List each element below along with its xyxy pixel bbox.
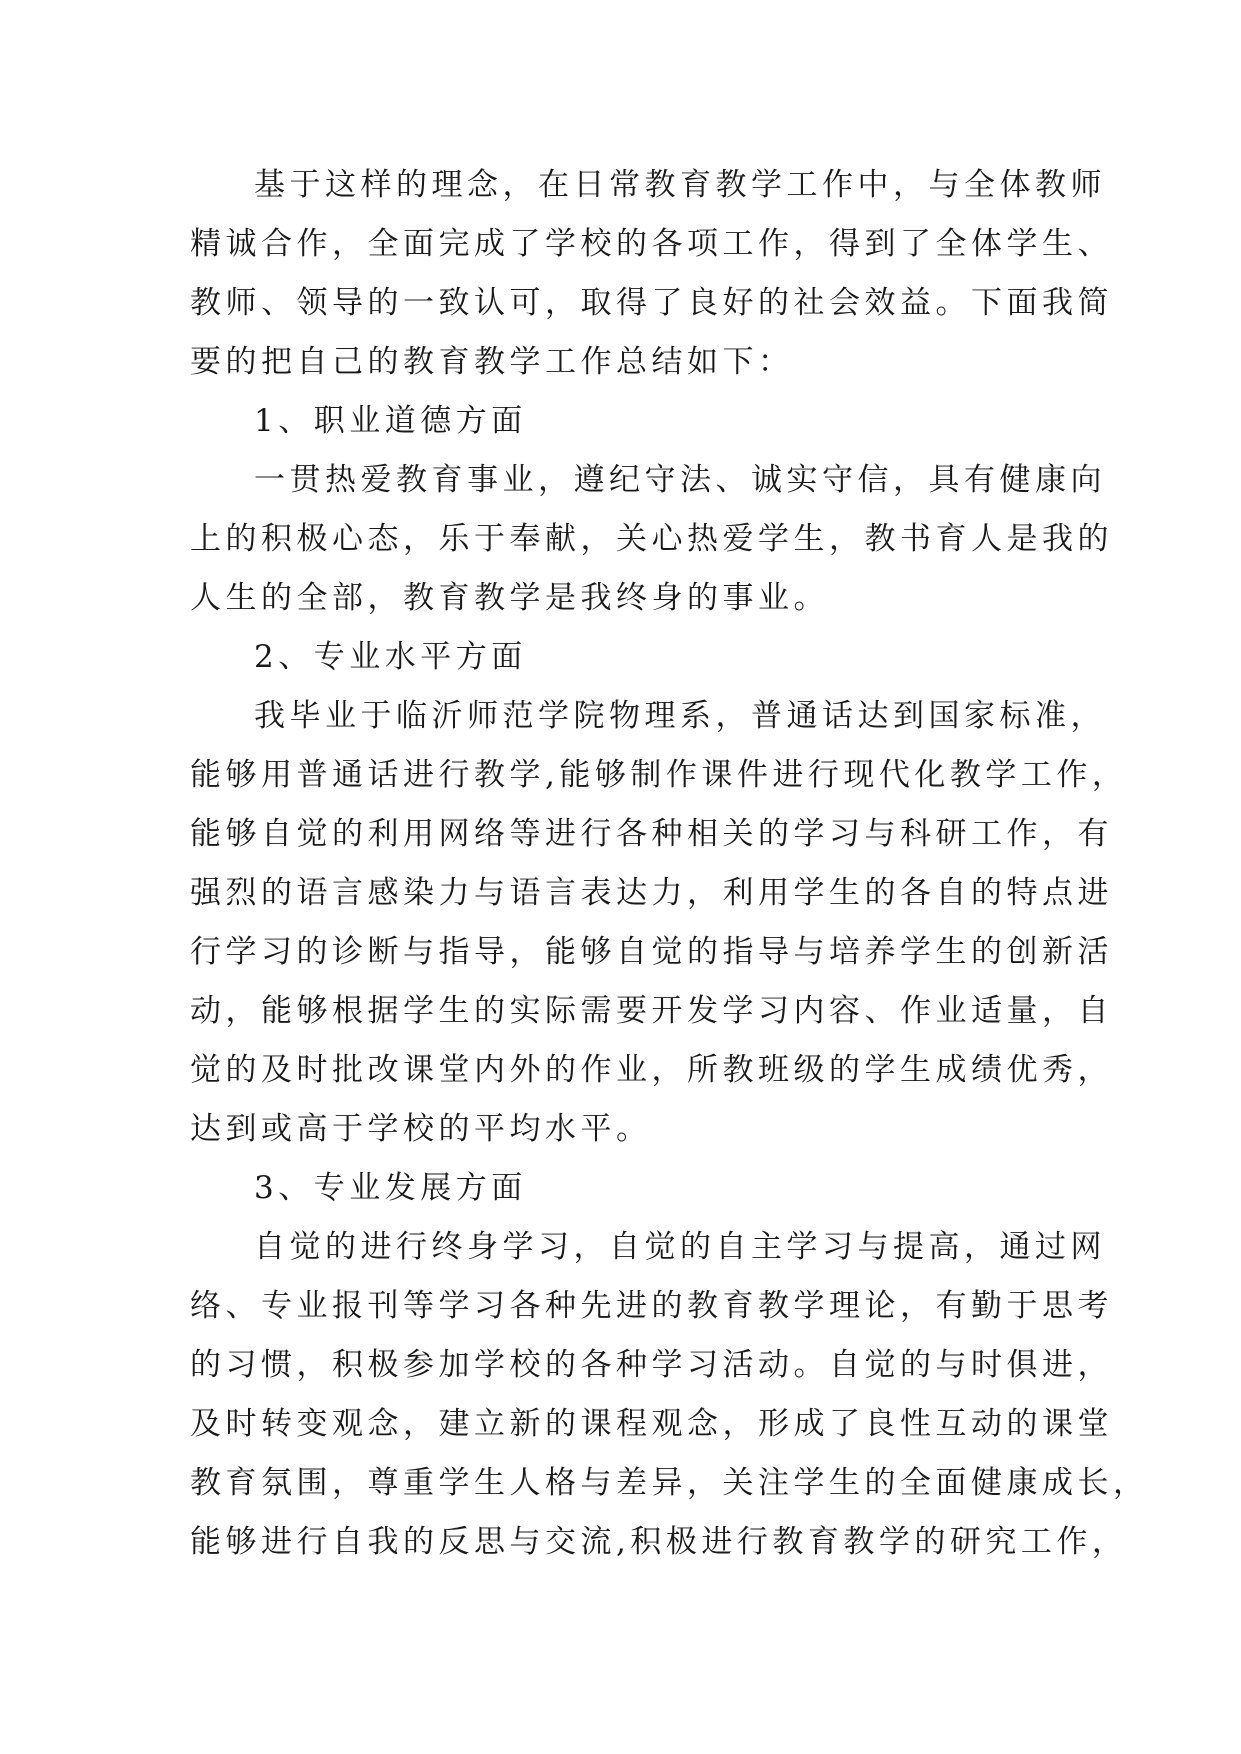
paragraph-line: 人生的全部，教育教学是我终身的事业。 [190,580,829,616]
section-heading-professional-development: 3、专业发展方面 [254,1170,527,1206]
paragraph-line: 精诚合作，全面完成了学校的各项工作，得到了全体学生、 [190,226,1113,262]
paragraph-line: 我毕业于临沂师范学院物理系，普通话达到国家标准， [254,698,1106,734]
paragraph-line: 及时转变观念，建立新的课程观念，形成了良性互动的课堂 [190,1406,1113,1442]
paragraph-line: 自觉的进行终身学习，自觉的自主学习与提高，通过网 [254,1229,1106,1265]
paragraph-line: 觉的及时批改课堂内外的作业，所教班级的学生成绩优秀， [190,1052,1113,1088]
paragraph-line: 教师、领导的一致认可，取得了良好的社会效益。下面我简 [190,285,1113,321]
paragraph-line: 动，能够根据学生的实际需要开发学习内容、作业适量，自 [190,993,1113,1029]
paragraph-line: 强烈的语言感染力与语言表达力，利用学生的各自的特点进 [190,875,1113,911]
section-heading-professional-ethics: 1、职业道德方面 [254,403,527,439]
paragraph-line: 行学习的诊断与指导，能够自觉的指导与培养学生的创新活 [190,934,1113,970]
paragraph-line: 教育氛围，尊重学生人格与差异，关注学生的全面健康成长， [190,1465,1149,1501]
document-body [190,156,1149,1572]
paragraph-line: 上的积极心态，乐于奉献，关心热爱学生，教书育人是我的 [190,521,1113,557]
paragraph-line: 能够进行自我的反思与交流,积极进行教育教学的研究工作， [190,1524,1128,1560]
paragraph-line: 一贯热爱教育事业，遵纪守法、诚实守信，具有健康向 [254,462,1106,498]
section-heading-professional-level: 2、专业水平方面 [254,639,527,675]
paragraph-line: 的习惯，积极参加学校的各种学习活动。自觉的与时俱进， [190,1347,1113,1383]
paragraph-line: 基于这样的理念，在日常教育教学工作中，与全体教师 [254,167,1106,203]
paragraph-line: 达到或高于学校的平均水平。 [190,1111,652,1147]
paragraph-line: 能够用普通话进行教学,能够制作课件进行现代化教学工作， [190,757,1128,793]
paragraph-line: 络、专业报刊等学习各种先进的教育教学理论，有勤于思考 [190,1288,1113,1324]
paragraph-line: 能够自觉的利用网络等进行各种相关的学习与科研工作，有 [190,816,1113,852]
paragraph-line: 要的把自己的教育教学工作总结如下： [190,344,794,380]
